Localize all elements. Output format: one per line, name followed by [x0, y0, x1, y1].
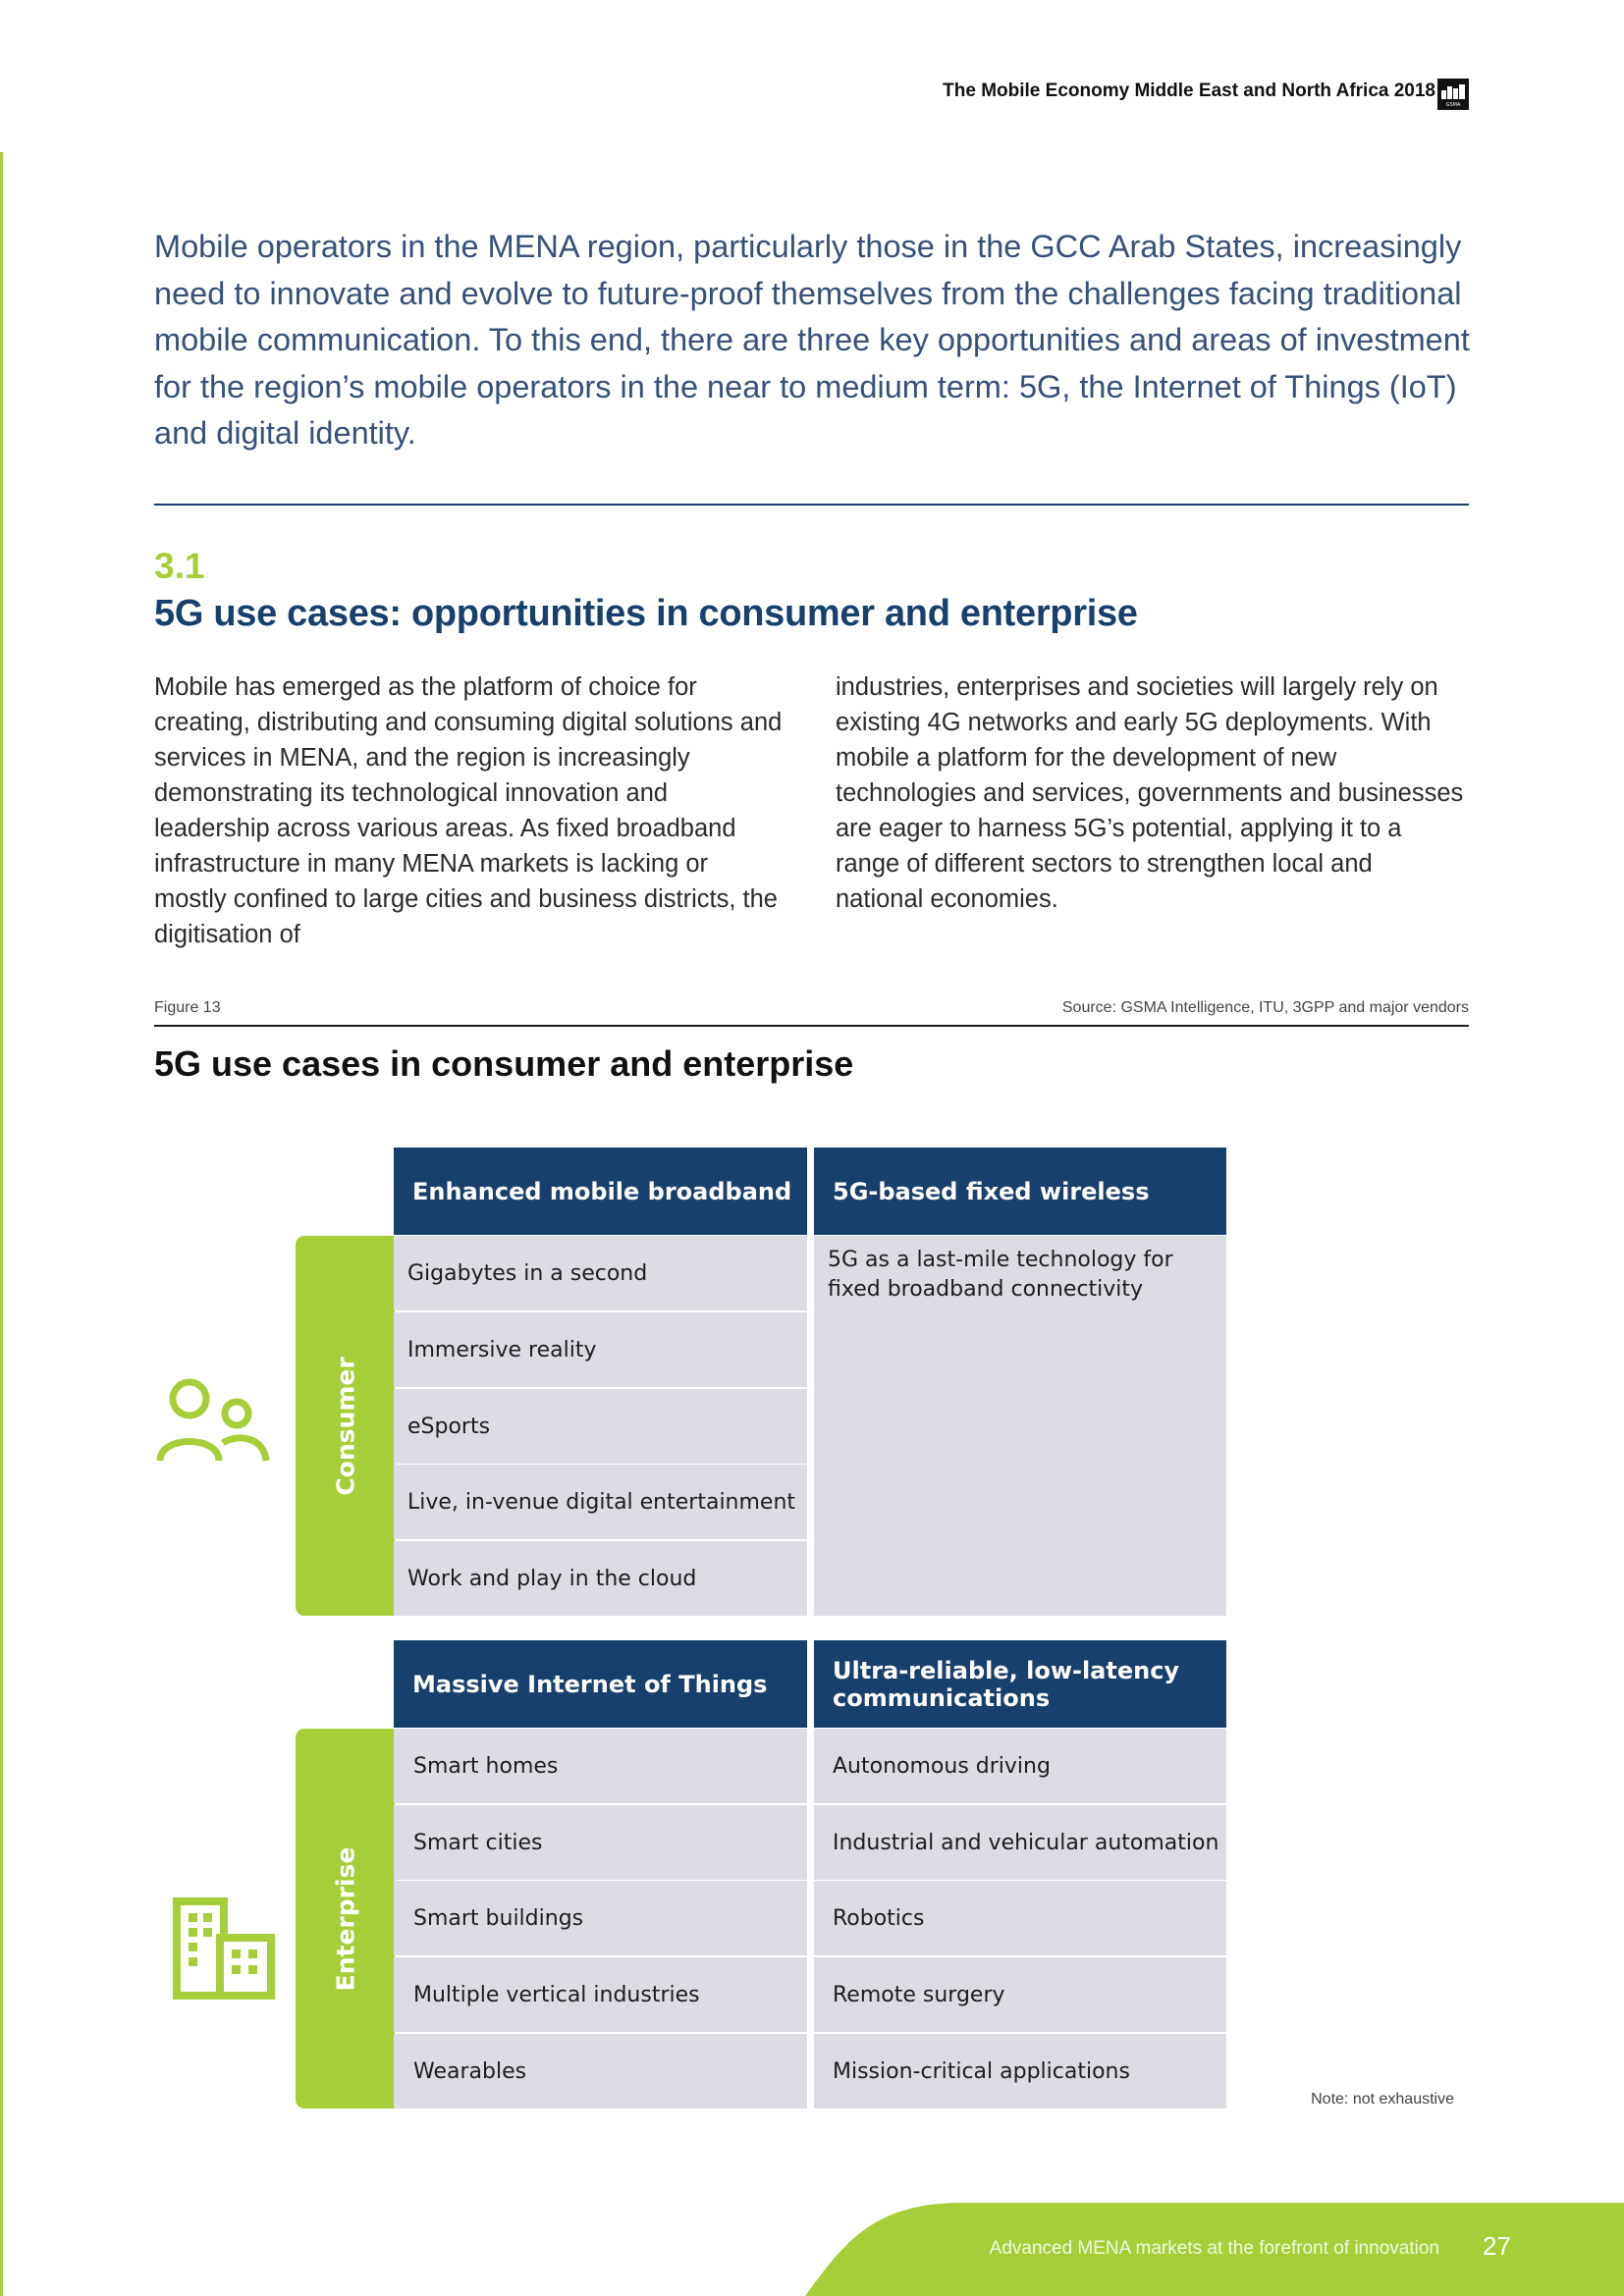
list-item: Autonomous driving	[814, 1729, 1226, 1803]
list-item: Gigabytes in a second	[394, 1236, 807, 1310]
consumer-label: Consumer	[331, 1356, 359, 1496]
list-item: Work and play in the cloud	[394, 1541, 807, 1616]
fixed-wireless-description: 5G as a last-mile technology for fixed broadband connectivity	[814, 1236, 1226, 1616]
consumer-col2-header: 5G-based fixed wireless	[814, 1148, 1226, 1235]
enterprise-label: Enterprise	[331, 1846, 359, 1991]
list-item: Live, in-venue digital entertainment	[394, 1465, 807, 1539]
consumer-tab	[296, 1236, 395, 1616]
section-number: 3.1	[154, 546, 205, 586]
figure-note: Note: not exhaustive	[1311, 2091, 1454, 2108]
intro-paragraph: Mobile operators in the MENA region, particularly those in the GCC Arab States, increasingly need to innovate and evolve to future-proof themselves from the challenges facing traditional mobile communication. To this end, there are three key opportunities and areas of investment for the region’s mobile operators in the near to medium term: 5G, the Internet of Things (IoT) and digital identity.	[154, 229, 1470, 452]
gsma-logo-icon	[1437, 79, 1469, 110]
svg-text:GSMA: GSMA	[1445, 102, 1461, 108]
enterprise-col2-header: Ultra-reliable, low-latency communications	[814, 1640, 1226, 1728]
enterprise-col1-header: Massive Internet of Things	[394, 1640, 807, 1728]
buildings-icon	[173, 1896, 275, 2001]
section-divider	[154, 504, 1469, 506]
list-item: Wearables	[394, 2034, 807, 2109]
list-item: Smart buildings	[394, 1881, 807, 1955]
figure-source: Source: GSMA Intelligence, ITU, 3GPP and major vendors	[1061, 999, 1469, 1016]
list-item: Smart cities	[394, 1805, 807, 1880]
footer-chapter-text: Advanced MENA markets at the forefront of innovation	[989, 2238, 1439, 2259]
page-number: 27	[1483, 2231, 1511, 2261]
enterprise-tab	[296, 1729, 395, 2109]
people-icon	[154, 1374, 272, 1465]
list-item: Remote surgery	[814, 1957, 1226, 2032]
figure-rule	[154, 1025, 1469, 1027]
body-column-2: industries, enterprises and societies will largely rely on existing 4G networks and early 5G deployments. With mobile a platform for the development of new technologies and services, governments and businesses are eager to harness 5G’s potential, applying it to a range of different sectors to strengthen local and national economies.	[836, 673, 1464, 913]
left-accent-rule	[0, 152, 3, 2296]
list-item: Robotics	[814, 1881, 1226, 1955]
section-title: 5G use cases: opportunities in consumer and enterprise	[154, 593, 1138, 634]
list-item: Multiple vertical industries	[394, 1957, 807, 2032]
list-item: Smart homes	[394, 1729, 807, 1803]
list-item: Industrial and vehicular automation	[814, 1805, 1226, 1880]
figure-label: Figure 13	[154, 999, 221, 1016]
body-column-1: Mobile has emerged as the platform of choice for creating, distributing and consuming digital solutions and services in MENA, and the region is increasingly demonstrating its technological innovation and leadership across various areas. As fixed broadband infrastructure in many MENA markets is lacking or mostly confined to large cities and business districts, the digitisation of	[154, 673, 783, 948]
list-item: Mission-critical applications	[814, 2034, 1226, 2109]
list-item: Immersive reality	[394, 1312, 807, 1387]
report-title: The Mobile Economy Middle East and North Africa 2018	[943, 80, 1435, 101]
consumer-col1-header: Enhanced mobile broadband	[394, 1148, 807, 1235]
list-item: eSports	[394, 1389, 807, 1464]
figure-title: 5G use cases in consumer and enterprise	[154, 1043, 854, 1084]
